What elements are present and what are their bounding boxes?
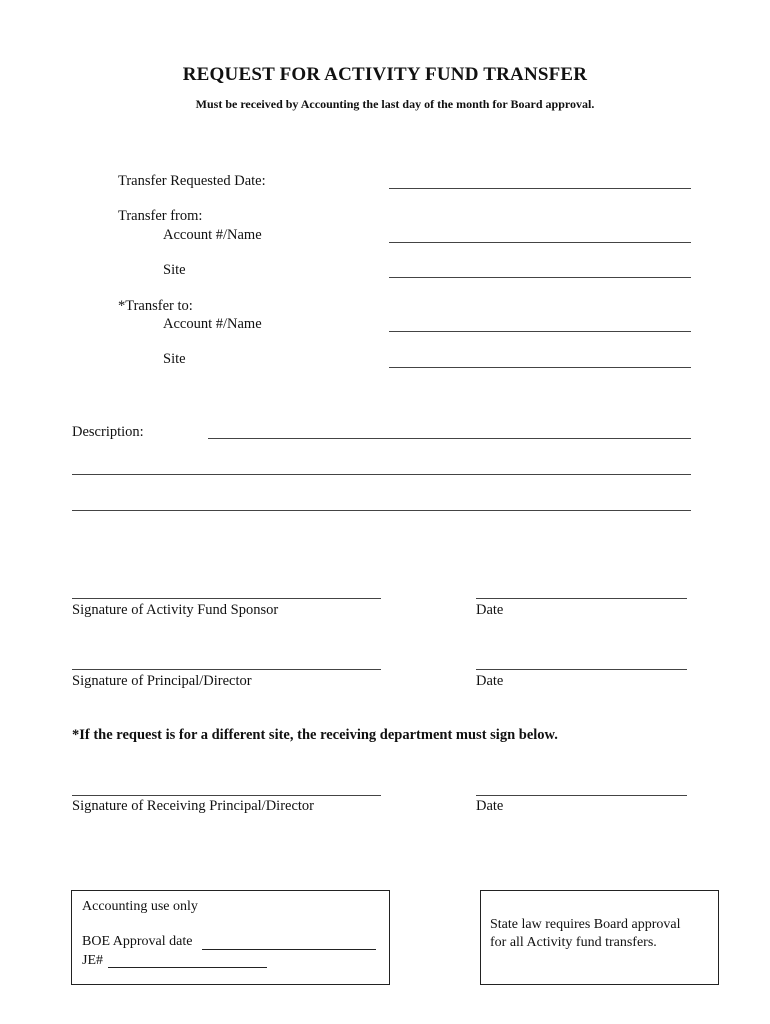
description-field-line-3[interactable] <box>72 510 691 511</box>
principal-date-label: Date <box>476 673 504 689</box>
receiving-signature-line[interactable] <box>72 795 381 796</box>
to-site-field[interactable] <box>389 367 691 368</box>
form-title: REQUEST FOR ACTIVITY FUND TRANSFER <box>182 64 588 85</box>
notice-line-2: for all Activity fund transfers. <box>490 935 657 950</box>
notice-line-1: State law requires Board approval <box>490 917 681 932</box>
to-account-label: Account #/Name <box>163 316 262 332</box>
receiving-signature-label: Signature of Receiving Principal/Director <box>72 798 314 814</box>
sponsor-date-label: Date <box>476 602 504 618</box>
different-site-note: *If the request is for a different site, the receiving department must sign below. <box>72 727 558 743</box>
boe-approval-field[interactable] <box>202 949 376 950</box>
transfer-to-label: *Transfer to: <box>118 298 193 314</box>
to-site-label: Site <box>163 351 186 367</box>
description-field-line-1[interactable] <box>208 438 691 439</box>
receiving-date-line[interactable] <box>476 795 687 796</box>
accounting-heading: Accounting use only <box>82 899 198 914</box>
board-approval-notice-box <box>480 890 719 985</box>
form-subtitle: Must be received by Accounting the last day of the month for Board approval. <box>195 97 595 111</box>
principal-signature-line[interactable] <box>72 669 381 670</box>
je-number-label: JE# <box>82 953 103 968</box>
from-account-label: Account #/Name <box>163 227 262 243</box>
je-number-field[interactable] <box>108 967 267 968</box>
transfer-from-label: Transfer from: <box>118 208 203 224</box>
sponsor-date-line[interactable] <box>476 598 687 599</box>
from-account-field[interactable] <box>389 242 691 243</box>
to-account-field[interactable] <box>389 331 691 332</box>
transfer-date-label: Transfer Requested Date: <box>118 173 266 189</box>
sponsor-signature-line[interactable] <box>72 598 381 599</box>
boe-approval-label: BOE Approval date <box>82 934 193 949</box>
principal-date-line[interactable] <box>476 669 687 670</box>
transfer-date-field[interactable] <box>389 188 691 189</box>
accounting-use-box <box>71 890 390 985</box>
description-label: Description: <box>72 424 144 440</box>
from-site-label: Site <box>163 262 186 278</box>
principal-signature-label: Signature of Principal/Director <box>72 673 252 689</box>
from-site-field[interactable] <box>389 277 691 278</box>
description-field-line-2[interactable] <box>72 474 691 475</box>
receiving-date-label: Date <box>476 798 504 814</box>
sponsor-signature-label: Signature of Activity Fund Sponsor <box>72 602 279 618</box>
